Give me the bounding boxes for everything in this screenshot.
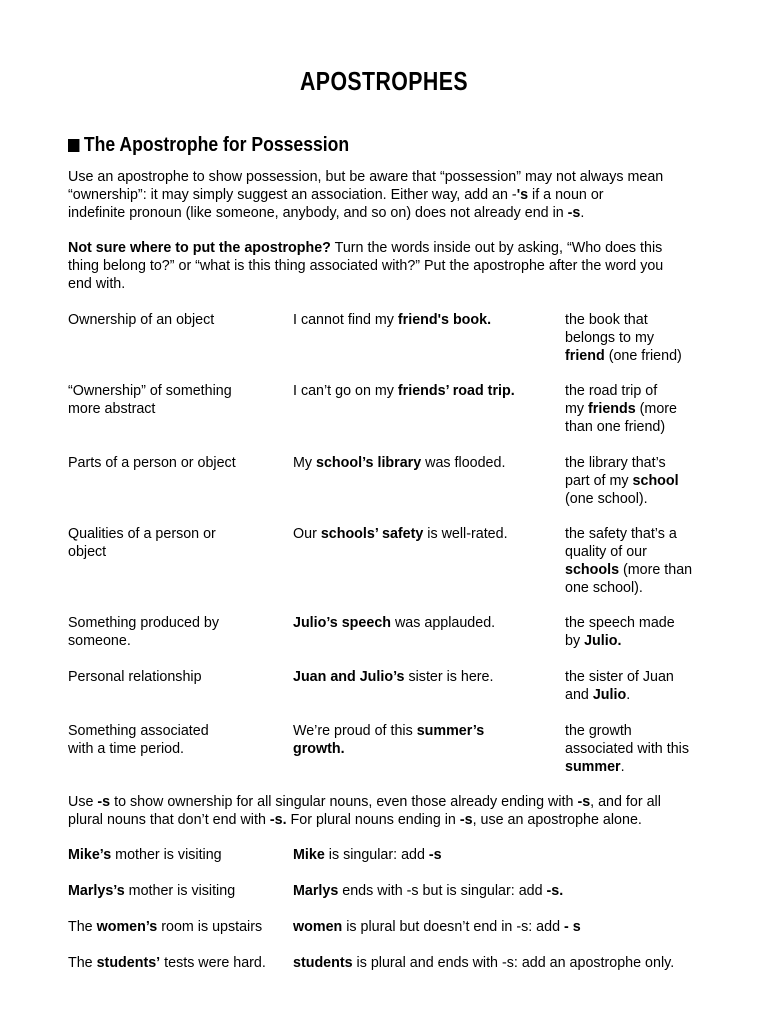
cell-line bbox=[565, 686, 715, 704]
text-run: . bbox=[620, 759, 625, 775]
cell-line: Something produced by bbox=[68, 615, 220, 631]
cell-line bbox=[565, 472, 715, 490]
cell-line bbox=[565, 400, 715, 418]
bold-text-run: friend bbox=[565, 348, 605, 364]
bold-text-run: school’s library bbox=[316, 455, 422, 471]
text-run: belongs to my bbox=[565, 330, 655, 346]
example-explanation bbox=[293, 846, 723, 864]
cell-line bbox=[565, 632, 715, 650]
text-run: ends with -s but is singular: add bbox=[338, 883, 547, 899]
example-sentence bbox=[68, 954, 288, 972]
cell-line bbox=[293, 525, 553, 543]
bold-text-run: schools’ safety bbox=[320, 526, 424, 542]
text-run: associated with this bbox=[565, 741, 689, 757]
text-run: the growth bbox=[565, 723, 632, 739]
text-run: is plural and ends with -s: add an apostrophe only. bbox=[352, 955, 675, 971]
bold-text-run: women’s bbox=[96, 919, 158, 935]
cell-line bbox=[565, 668, 715, 686]
tip-line: thing belong to?” or “what is this thing associated with?” Put the apostrophe after the word you bbox=[68, 258, 664, 274]
cell-line bbox=[565, 561, 715, 579]
bold-text-run: students bbox=[293, 955, 353, 971]
text-run: (more bbox=[635, 401, 678, 417]
example-cell bbox=[293, 722, 553, 758]
example-explanation bbox=[293, 954, 723, 972]
text-run: and bbox=[565, 687, 593, 703]
text-run: the road trip of bbox=[565, 383, 658, 399]
text-run: plural nouns that don’t end with bbox=[68, 812, 270, 828]
cell-line bbox=[565, 722, 715, 740]
text-run: , use an apostrophe alone. bbox=[472, 812, 642, 828]
example-explanation bbox=[293, 918, 723, 936]
explanation-cell bbox=[565, 454, 715, 508]
text-run: We’re proud of this bbox=[293, 723, 417, 739]
cell-line: object bbox=[68, 544, 107, 560]
example-sentence bbox=[68, 882, 288, 900]
cell-line bbox=[565, 579, 715, 597]
tip-line: end with. bbox=[68, 276, 126, 292]
cell-line bbox=[565, 329, 715, 347]
cell-line: Qualities of a person or bbox=[68, 526, 216, 542]
text-run: . bbox=[626, 687, 631, 703]
cell-line bbox=[565, 454, 715, 472]
text-run: The bbox=[68, 919, 97, 935]
section-heading-text: The Apostrophe for Possession bbox=[83, 134, 350, 156]
explanation-cell bbox=[565, 311, 715, 365]
cell-line bbox=[565, 382, 715, 400]
page-title: APOSTROPHES bbox=[300, 66, 468, 96]
cell-line bbox=[565, 525, 715, 543]
cell-line: Ownership of an object bbox=[68, 312, 215, 328]
bold-text-run: school bbox=[632, 473, 679, 489]
text-run: mother is visiting bbox=[124, 883, 236, 899]
section-heading bbox=[68, 134, 349, 157]
text-run: by bbox=[565, 633, 585, 649]
explanation-cell bbox=[565, 525, 715, 597]
bold-text-run: schools bbox=[565, 562, 620, 578]
explanation-cell bbox=[565, 668, 715, 704]
explanation-cell bbox=[565, 722, 715, 776]
cell-line: Parts of a person or object bbox=[68, 455, 236, 471]
cell-line: Personal relationship bbox=[68, 669, 202, 685]
category-cell bbox=[68, 668, 268, 686]
category-cell bbox=[68, 525, 268, 561]
bold-text-run: students’ bbox=[96, 955, 161, 971]
cell-line bbox=[565, 543, 715, 561]
text-run: the speech made bbox=[565, 615, 675, 631]
text-run: the book that bbox=[565, 312, 648, 328]
intro-line: indefinite pronoun (like someone, anybody, and so on) does not already end in -s. bbox=[68, 205, 585, 221]
cell-line bbox=[565, 311, 715, 329]
cell-line bbox=[565, 740, 715, 758]
bold-text-run: -s. bbox=[269, 812, 287, 828]
cell-line bbox=[565, 490, 715, 508]
bold-text-run: friend's book. bbox=[397, 312, 492, 328]
example-cell bbox=[293, 311, 553, 329]
rule-line bbox=[68, 811, 748, 829]
example-explanation bbox=[293, 882, 723, 900]
text-run: the library that’s bbox=[565, 455, 666, 471]
cell-line: “Ownership” of something bbox=[68, 383, 232, 399]
bold-text-run: summer’s bbox=[416, 723, 485, 739]
explanation-cell bbox=[565, 614, 715, 650]
text-run: sister is here. bbox=[404, 669, 494, 685]
text-run: is singular: add bbox=[324, 847, 429, 863]
text-run: my bbox=[565, 401, 589, 417]
text-run: For plural nouns ending in bbox=[286, 812, 460, 828]
category-cell bbox=[68, 311, 268, 329]
example-cell bbox=[293, 454, 553, 472]
text-run: (one friend) bbox=[604, 348, 682, 364]
bold-text-run: women bbox=[293, 919, 343, 935]
category-cell bbox=[68, 382, 268, 418]
cell-line bbox=[293, 614, 553, 632]
text-run: The bbox=[68, 955, 97, 971]
cell-line bbox=[293, 311, 553, 329]
text-run: room is upstairs bbox=[157, 919, 263, 935]
text-run: Use bbox=[68, 794, 98, 810]
cell-line bbox=[293, 722, 553, 740]
text-run: I can’t go on my bbox=[293, 383, 398, 399]
rule-line bbox=[68, 793, 748, 811]
text-run: (one school). bbox=[565, 491, 648, 507]
tip-paragraph bbox=[68, 239, 708, 293]
category-cell bbox=[68, 614, 268, 650]
bold-text-run: -s bbox=[459, 812, 473, 828]
text-run: quality of our bbox=[565, 544, 647, 560]
cell-line: with a time period. bbox=[68, 741, 185, 757]
text-run: than one friend) bbox=[565, 419, 666, 435]
example-sentence bbox=[68, 918, 288, 936]
intro-paragraph bbox=[68, 168, 708, 222]
bold-text-run: friends bbox=[588, 401, 636, 417]
bold-text-run: summer bbox=[565, 759, 621, 775]
text-run: Our bbox=[293, 526, 321, 542]
explanation-cell bbox=[565, 382, 715, 436]
example-cell bbox=[293, 525, 553, 543]
intro-line: Use an apostrophe to show possession, but be aware that “possession” may not always mean bbox=[68, 169, 664, 185]
bold-text-run: Mike bbox=[293, 847, 325, 863]
bold-text-run: -s bbox=[97, 794, 111, 810]
text-run: tests were hard. bbox=[160, 955, 266, 971]
bold-text-run: Mike’s bbox=[68, 847, 112, 863]
cell-line bbox=[565, 347, 715, 365]
bold-text-run: -s bbox=[428, 847, 442, 863]
bold-text-run: -s. bbox=[546, 883, 564, 899]
bold-text-run: Marlys’s bbox=[68, 883, 125, 899]
category-cell bbox=[68, 454, 268, 472]
square-bullet-icon bbox=[68, 139, 79, 152]
text-run: is well-rated. bbox=[423, 526, 508, 542]
text-run: (more than bbox=[619, 562, 693, 578]
text-run: one school). bbox=[565, 580, 643, 596]
example-cell bbox=[293, 382, 553, 400]
category-cell bbox=[68, 722, 268, 758]
text-run: , and for all bbox=[590, 794, 661, 810]
bold-text-run: friends’ road trip. bbox=[397, 383, 515, 399]
bold-text-run: Julio’s speech bbox=[293, 615, 391, 631]
text-run: mother is visiting bbox=[111, 847, 222, 863]
cell-line bbox=[293, 454, 553, 472]
cell-line: someone. bbox=[68, 633, 131, 649]
text-run: the safety that’s a bbox=[565, 526, 677, 542]
cell-line bbox=[293, 740, 553, 758]
cell-line bbox=[565, 758, 715, 776]
rule-paragraph bbox=[68, 793, 748, 829]
example-cell bbox=[293, 614, 553, 632]
bold-text-run: Julio. bbox=[584, 633, 622, 649]
text-run: part of my bbox=[565, 473, 633, 489]
cell-line bbox=[293, 382, 553, 400]
cell-line bbox=[565, 418, 715, 436]
text-run: to show ownership for all singular nouns, even those already ending with bbox=[110, 794, 578, 810]
bold-text-run: -s bbox=[577, 794, 591, 810]
intro-line: “ownership”: it may simply suggest an association. Either way, add an -'s if a noun or bbox=[68, 187, 604, 203]
bold-text-run: growth. bbox=[293, 741, 345, 757]
tip-line: Not sure where to put the apostrophe? Turn the words inside out by asking, “Who does this bbox=[68, 240, 663, 256]
cell-line bbox=[565, 614, 715, 632]
text-run: My bbox=[293, 455, 317, 471]
bold-text-run: Marlys bbox=[293, 883, 339, 899]
cell-line: Something associated bbox=[68, 723, 209, 739]
cell-line: more abstract bbox=[68, 401, 156, 417]
text-run: I cannot find my bbox=[293, 312, 398, 328]
example-sentence bbox=[68, 846, 288, 864]
example-cell bbox=[293, 668, 553, 686]
text-run: the sister of Juan bbox=[565, 669, 674, 685]
bold-text-run: - s bbox=[564, 919, 581, 935]
text-run: was applauded. bbox=[391, 615, 496, 631]
cell-line bbox=[293, 668, 553, 686]
text-run: was flooded. bbox=[421, 455, 506, 471]
bold-text-run: Julio bbox=[592, 687, 627, 703]
bold-text-run: Juan and Julio’s bbox=[293, 669, 405, 685]
text-run: is plural but doesn’t end in -s: add bbox=[342, 919, 565, 935]
